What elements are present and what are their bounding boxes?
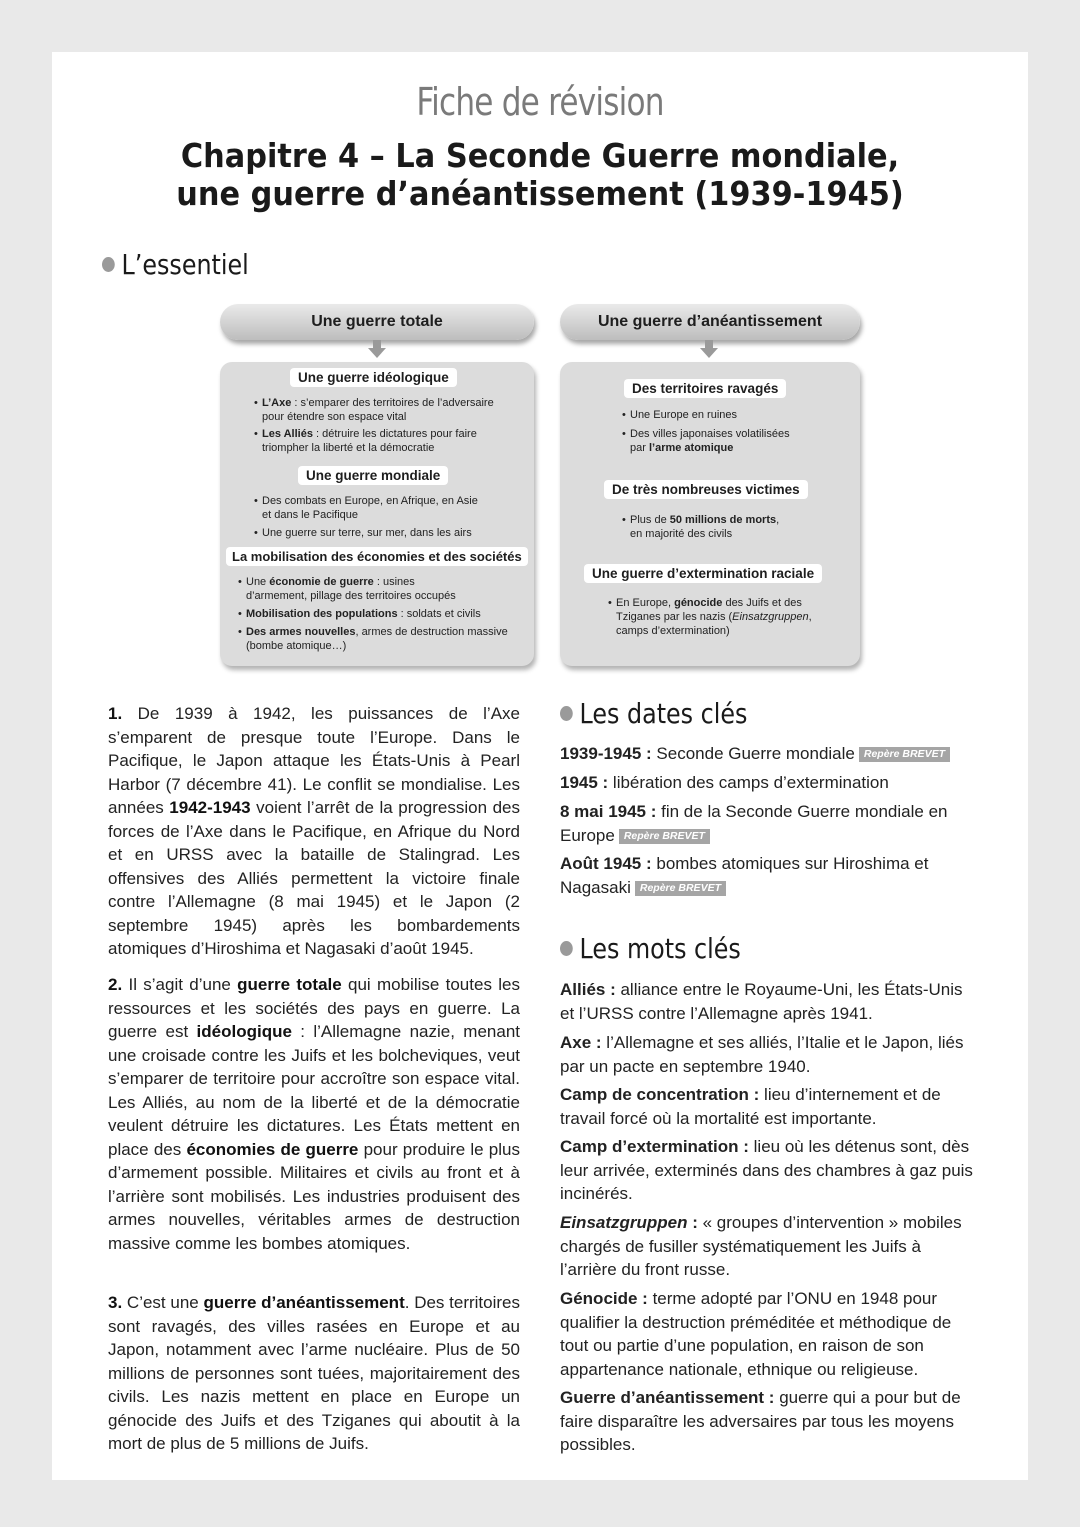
list-item: • Une guerre sur terre, sur mer, dans les airs — [254, 526, 524, 540]
repere-brevet-badge: Repère BREVET — [859, 747, 950, 762]
section-essentiel — [102, 248, 249, 281]
definition-axe: Axe : l’Allemagne et ses alliés, l’Italie et le Japon, liés par un pacte en septembre 1940. — [560, 1033, 964, 1076]
section-dates-label: Les dates clés — [579, 697, 748, 730]
list-item: • Les Alliés : détruire les dictatures pour faire triompher la liberté et la démocratie — [254, 427, 524, 455]
list-item: • En Europe, génocide des Juifs et des Tziganes par les nazis (Einsatzgruppen, camps d’extermination) — [608, 596, 848, 638]
panel-guerre-totale — [220, 362, 534, 666]
paragraph-1: 1. De 1939 à 1942, les puissances de l’Axe s’emparent de presque toute l’Europe. Dans le Pacifique, le Japon attaque les États-Unis à Pearl Harbor (7 décembre 41). Le conflit se mondialise. Les années 1942-1943 voient l’arrêt de la progression des forces de l’Axe dans le Pacifique, en Afrique du Nord et en URSS avec la bataille de Stalingrad. Les offensives des Alliés permettent la victoire finale contre l’Allemagne (8 mai 1945) et le Japon (2 septembre 1945) après les bombardements atomiques d’Hiroshima et Nagasaki d’août 1945. — [108, 704, 520, 958]
definition-genocide: Génocide : terme adopté par l’ONU en 1948 pour qualifier la destruction préméditée et méthodique de tout ou partie d’une population, en raison de son appartenance nationale, ethnique ou religieuse. — [560, 1289, 952, 1379]
label-nombreuses-victimes: De très nombreuses victimes — [604, 480, 808, 499]
label-mobilisation: La mobilisation des économies et des sociétés — [226, 547, 528, 566]
list-item: • Plus de 50 millions de morts, en majorité des civils — [622, 513, 852, 541]
definition-allies: Alliés : alliance entre le Royaume-Uni, les États-Unis et l’URSS contre l’Allemagne après 1941. — [560, 980, 963, 1023]
chapter-title-line1: Chapitre 4 – La Seconde Guerre mondiale, — [180, 136, 900, 175]
definition-camp-extermination: Camp d’extermination : lieu où les détenus sont, dès leur arrivée, exterminés dans des chambres à gaz puis incinérés. — [560, 1137, 973, 1203]
label-extermination-raciale: Une guerre d’extermination raciale — [584, 564, 822, 583]
pill-guerre-aneantissement: Une guerre d’anéantissement — [560, 304, 860, 340]
arrow-down-icon — [700, 348, 718, 358]
paragraph-2: 2. Il s’agit d’une guerre totale qui mobilise toutes les ressources et les sociétés des pays en guerre. La guerre est idéologique : l’Allemagne nazie, menant une croisade contre les Juifs et les bolcheviques, veut s’emparer de territoire pour accroître son espace vital. Les Alliés, au nom de la liberté et de la démocratie veulent détruire les dictatures. Les États mettent en place des économies de guerre pour produire le plus d’armement possible. Militaires et civils au front et à l’arrière sont mobilisés. Les industries produisent des armes nouvelles, véritables armes de destruction massive comme les bombes atomiques. — [108, 975, 521, 1253]
list-item: • Une économie de guerre : usines d’armement, pillage des territoires occupés — [238, 575, 528, 603]
definition-guerre-aneantissement: Guerre d’anéantissement : guerre qui a pour but de faire disparaître les adversaires par tous les moyens possibles. — [560, 1388, 961, 1454]
section-mots — [560, 932, 741, 965]
date-row: 8 mai 1945 : fin de la Seconde Guerre mondiale en Europe Repère BREVET — [560, 802, 948, 845]
list-territoires — [622, 408, 852, 455]
list-item: • Mobilisation des populations : soldats et civils — [238, 607, 528, 621]
bullet-icon — [560, 706, 573, 721]
page — [52, 52, 1028, 1480]
list-ideologique — [254, 396, 524, 455]
repere-brevet-badge: Repère BREVET — [635, 881, 726, 896]
list-item: • Des villes japonaises volatilisées par l’arme atomique — [622, 427, 852, 455]
list-mobilisation — [238, 575, 528, 653]
list-item: • Une Europe en ruines — [622, 408, 852, 422]
label-territoires-ravages: Des territoires ravagés — [624, 379, 786, 398]
list-item: • Des combats en Europe, en Afrique, en Asie et dans le Pacifique — [254, 494, 524, 522]
panel-guerre-aneantissement — [560, 362, 860, 666]
list-mondiale — [254, 494, 524, 540]
section-essentiel-label: L’essentiel — [121, 248, 249, 281]
bullet-icon — [560, 941, 573, 956]
section-dates — [560, 697, 747, 730]
label-guerre-mondiale: Une guerre mondiale — [298, 466, 448, 485]
list-extermination — [608, 596, 848, 638]
chapter-title-line2: une guerre d’anéantissement (1939-1945) — [176, 174, 904, 213]
definition-camp-concentration: Camp de concentration : lieu d’internement et de travail forcé où la mortalité est importante. — [560, 1085, 941, 1128]
definition-einsatzgruppen: Einsatzgruppen : « groupes d’intervention » mobiles chargés de fusiller systématiquement les Juifs à l’arrière du front russe. — [560, 1213, 962, 1279]
date-row: 1945 : libération des camps d’extermination — [560, 773, 889, 792]
bullet-icon — [102, 257, 115, 272]
list-item: • Des armes nouvelles, armes de destruction massive (bombe atomique…) — [238, 625, 528, 653]
list-item: • L’Axe : s’emparer des territoires de l’adversaire pour étendre son espace vital — [254, 396, 524, 424]
date-row: Août 1945 : bombes atomiques sur Hiroshima et Nagasaki Repère BREVET — [560, 854, 929, 897]
date-row: 1939-1945 : Seconde Guerre mondiale Repère BREVET — [560, 742, 974, 766]
pill-guerre-totale: Une guerre totale — [220, 304, 534, 340]
section-mots-label: Les mots clés — [579, 932, 741, 965]
page-subtitle: Fiche de révision — [416, 80, 664, 124]
list-victimes — [622, 513, 852, 541]
label-guerre-ideologique: Une guerre idéologique — [290, 368, 457, 387]
arrow-down-icon — [368, 348, 386, 358]
paragraph-3: 3. C’est une guerre d’anéantissement. Des territoires sont ravagés, des villes rasées en Europe et au Japon, notamment avec l’arme nucléaire. Plus de 50 millions de personnes sont tuées, majoritairement des civils. Les nazis mettent en place en Europe un génocide des Juifs et des Tziganes qui aboutit à la mort de plus de 5 millions de Juifs. — [108, 1293, 520, 1453]
repere-brevet-badge: Repère BREVET — [619, 829, 710, 844]
